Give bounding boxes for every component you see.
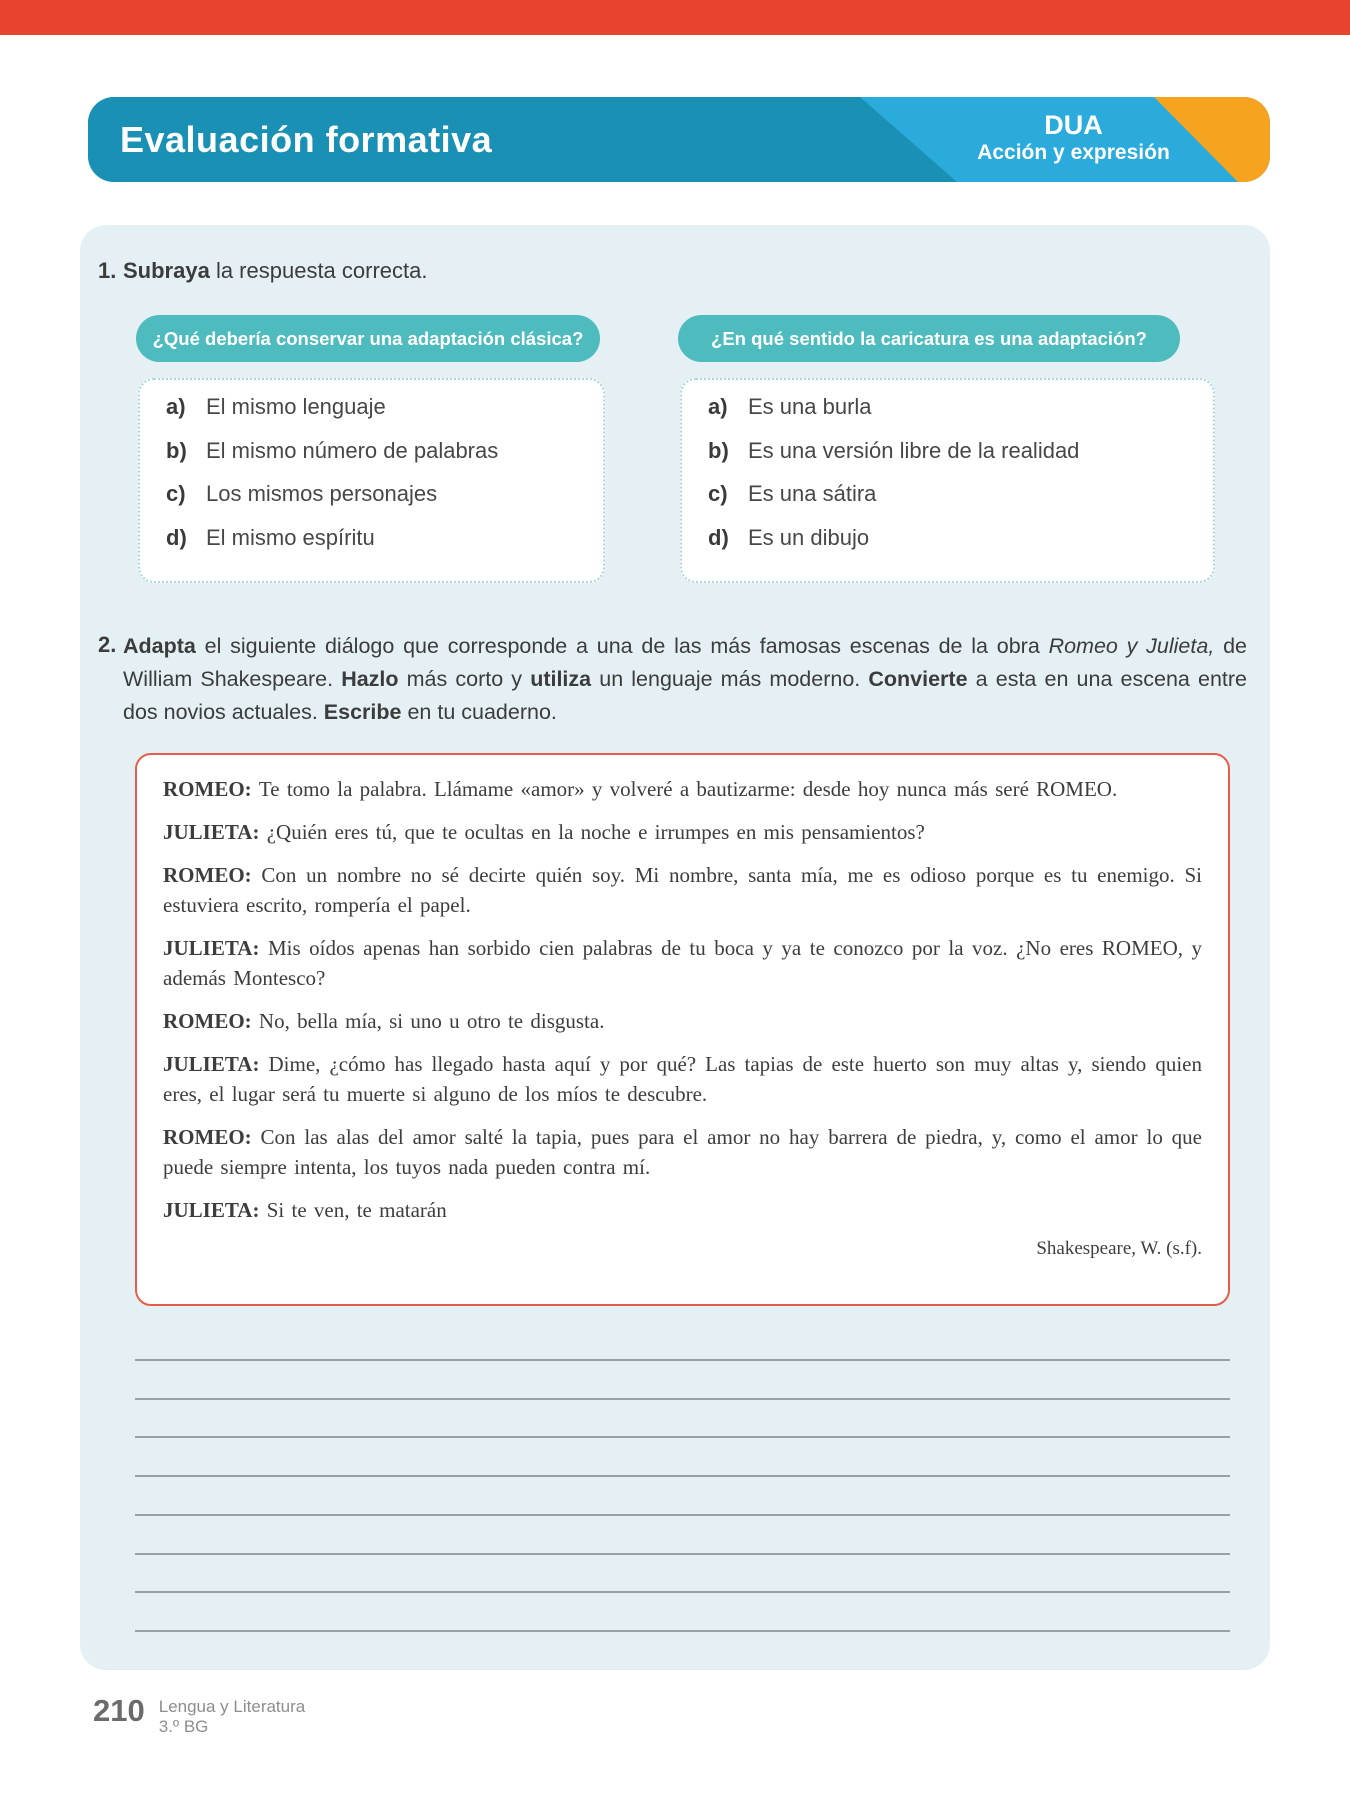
option-row[interactable] [166,525,603,569]
footer-subject: Lengua y Literatura [158,1697,306,1716]
writing-line[interactable] [135,1398,1230,1400]
writing-lines [135,1359,1230,1639]
option-row[interactable] [708,438,1213,482]
instruction-segment: a esta en una escena entre dos novios actuales. [123,667,1247,724]
dialogue-paragraph: JULIETA: Mis oídos apenas han sorbido cien palabras de tu boca y ya te conozco por la voz. ¿No eres ROMEO, y además Montesco? [163,936,1202,990]
instruction-verb: Subraya [123,258,210,283]
writing-line[interactable] [135,1475,1230,1477]
option-letter: d) [166,524,187,550]
option-letter: c) [708,481,728,506]
speaker-name: ROMEO: [163,1009,259,1033]
exercise-2-number: 2. [98,632,117,657]
speaker-name: ROMEO: [163,777,259,801]
writing-line[interactable] [135,1514,1230,1516]
dialogue-paragraph: ROMEO: Te tomo la palabra. Llámame «amor» y volveré a bautizarme: desde hoy nunca más seré ROMEO. [163,777,1118,801]
speaker-name: JULIETA: [163,1198,267,1222]
speaker-name: ROMEO: [163,863,262,887]
option-letter: c) [166,481,186,506]
instruction-segment: utiliza [530,667,592,691]
instruction-segment: Convierte [868,667,968,691]
dua-sublabel: Acción y expresión [977,141,1170,164]
instruction-segment: Adapta [123,634,196,658]
dialogue-paragraph: JULIETA: ¿Quién eres tú, que te ocultas en la noche e irrumpes en mis pensamientos? [163,820,925,844]
option-text: Es una versión libre de la realidad [748,437,1080,463]
option-row[interactable] [166,438,603,482]
question-pill-1: ¿Qué debería conservar una adaptación clásica? [136,315,600,362]
question-pill-2: ¿En qué sentido la caricatura es una adaptación? [678,315,1180,362]
instruction-segment: en tu cuaderno. [401,700,557,724]
instruction-segment: Escribe [323,700,402,724]
writing-line[interactable] [135,1436,1230,1438]
option-text: Es un dibujo [748,524,870,550]
speaker-name: JULIETA: [163,936,268,960]
option-row[interactable] [708,394,1213,438]
instruction-segment: Hazlo [341,667,399,691]
exercise-2-instruction [123,630,1247,729]
option-letter: b) [166,437,187,463]
dialogue-paragraph: JULIETA: Dime, ¿cómo has llegado hasta aquí y por qué? Las tapias de este huerto son muy altas y, siendo quien eres, el lugar será tu muerte si alguno de los míos te descubre. [163,1052,1202,1106]
option-row[interactable] [708,481,1213,525]
exercise-1-number: 1. [98,258,117,283]
option-letter: a) [166,394,186,419]
dua-label: DUA [1044,110,1103,140]
instruction-segment: de William Shakespeare. [123,634,1247,691]
option-letter: a) [708,394,728,419]
option-row[interactable] [166,394,603,438]
writing-line[interactable] [135,1591,1230,1593]
page-header [88,97,1270,182]
dua-badge [946,110,1201,166]
dialogue-paragraph: ROMEO: No, bella mía, si uno u otro te disgusta. [163,1009,605,1033]
option-text: El mismo lenguaje [206,394,386,419]
option-text: Es una burla [748,394,872,419]
page-edge-color-strip [0,0,1350,35]
instruction-segment: más corto y [398,667,531,691]
speaker-name: ROMEO: [163,1125,261,1149]
dialogue-box [135,753,1230,1306]
dialogue-paragraph: ROMEO: Con las alas del amor salté la tapia, pues para el amor no hay barrera de piedra, y, como el amor lo que puede siempre intenta, los tuyos nada pueden contra mí. [163,1125,1202,1179]
writing-line[interactable] [135,1359,1230,1361]
instruction-segment: un lenguaje más moderno. [591,667,869,691]
page-title: Evaluación formativa [120,119,493,160]
footer-text [159,1694,306,1737]
dialogue-paragraph: JULIETA: Si te ven, te matarán [163,1198,447,1222]
option-text: Los mismos personajes [206,481,438,506]
speaker-name: JULIETA: [163,1052,269,1076]
instruction-segment: Romeo y Julieta, [1048,634,1215,658]
dialogue-paragraph: ROMEO: Con un nombre no sé decirte quién soy. Mi nombre, santa mía, me es odioso porque es tu enemigo. Si estuviera escrito, rompería el papel. [163,863,1202,917]
content-panel [80,225,1270,1670]
option-text: Es una sátira [748,481,877,506]
option-text: El mismo número de palabras [206,437,499,463]
speaker-name: JULIETA: [163,820,267,844]
option-row[interactable] [166,481,603,525]
option-letter: d) [708,524,729,550]
footer-grade: 3.º BG [158,1717,209,1736]
page-footer [93,1694,305,1737]
writing-line[interactable] [135,1630,1230,1632]
writing-line[interactable] [135,1553,1230,1555]
option-letter: b) [708,437,729,463]
dialogue-attribution: Shakespeare, W. (s.f). [1036,1238,1202,1259]
instruction-segment: el siguiente diálogo que corresponde a una de las más famosas escenas de la obra [195,634,1049,658]
options-box-1 [138,378,605,583]
options-box-2 [680,378,1215,583]
option-row[interactable] [708,525,1213,569]
page-number: 210 [93,1693,145,1728]
option-text: El mismo espíritu [206,524,375,550]
instruction-rest: la respuesta correcta. [209,258,428,283]
exercise-1-instruction [123,258,428,284]
